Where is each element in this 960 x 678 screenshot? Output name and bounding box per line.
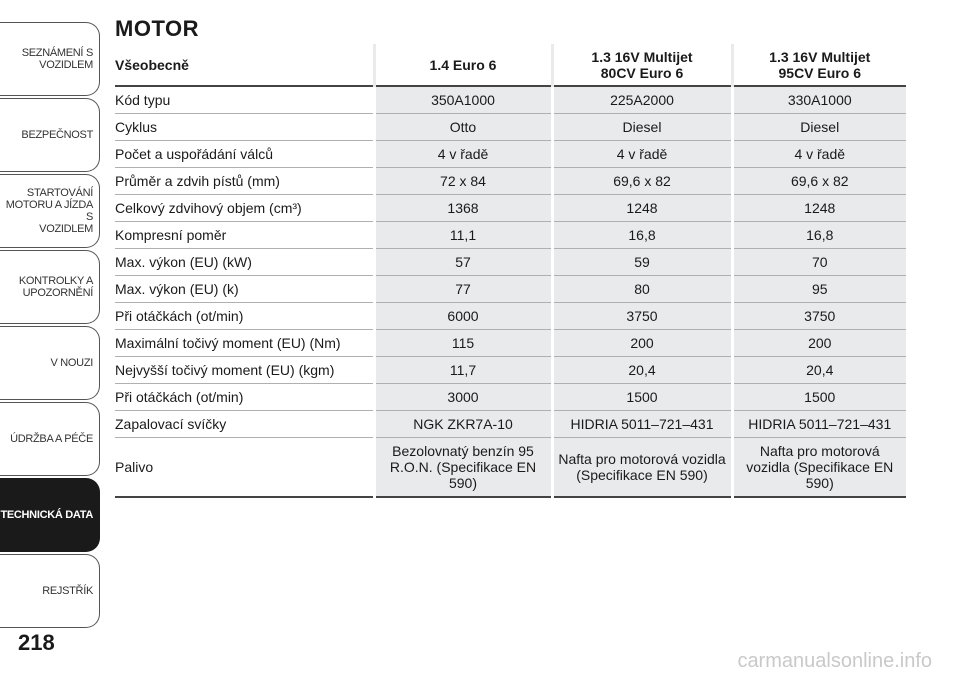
row-value: 16,8	[552, 222, 732, 249]
row-label: Palivo	[115, 438, 374, 498]
chapter-tab[interactable]: REJSTŘÍK	[0, 554, 100, 628]
row-value: Nafta pro motorová vozidla (Specifikace EN 590)	[552, 438, 732, 498]
engine-spec-table	[115, 44, 906, 498]
row-value: Diesel	[552, 114, 732, 141]
table-row	[115, 276, 906, 303]
table-row	[115, 141, 906, 168]
table-row	[115, 222, 906, 249]
table-row	[115, 357, 906, 384]
row-value: 16,8	[732, 222, 906, 249]
row-value: 57	[374, 249, 552, 276]
row-value: 59	[552, 249, 732, 276]
row-value: 4 v řadě	[374, 141, 552, 168]
row-value: 3000	[374, 384, 552, 411]
row-label: Max. výkon (EU) (kW)	[115, 249, 374, 276]
row-value: HIDRIA 5011–721–431	[732, 411, 906, 438]
row-label: Cyklus	[115, 114, 374, 141]
row-label: Celkový zdvihový objem (cm³)	[115, 195, 374, 222]
row-label: Při otáčkách (ot/min)	[115, 303, 374, 330]
column-header-engine-2: 1.3 16V Multijet 80CV Euro 6	[552, 44, 732, 86]
section-title: MOTOR	[115, 16, 199, 41]
chapter-tab[interactable]: V NOUZI	[0, 326, 100, 400]
table-row	[115, 384, 906, 411]
row-value: Bezolovnatý benzín 95 R.O.N. (Specifikace EN 590)	[374, 438, 552, 498]
row-value: 20,4	[552, 357, 732, 384]
row-label: Zapalovací svíčky	[115, 411, 374, 438]
table-row	[115, 303, 906, 330]
row-value: 225A2000	[552, 86, 732, 114]
row-label: Nejvyšší točivý moment (EU) (kgm)	[115, 357, 374, 384]
row-value: 4 v řadě	[732, 141, 906, 168]
table-header-row	[115, 44, 906, 86]
row-value: 72 x 84	[374, 168, 552, 195]
row-value: Diesel	[732, 114, 906, 141]
row-value: 1248	[732, 195, 906, 222]
row-label: Maximální točivý moment (EU) (Nm)	[115, 330, 374, 357]
chapter-tab[interactable]: STARTOVÁNÍ MOTORU A JÍZDA S VOZIDLEM	[0, 174, 100, 248]
chapter-tab[interactable]: BEZPEČNOST	[0, 98, 100, 172]
chapter-tabs	[0, 22, 100, 630]
table-row	[115, 168, 906, 195]
row-value: 20,4	[732, 357, 906, 384]
table-row	[115, 411, 906, 438]
row-value: 115	[374, 330, 552, 357]
row-label: Při otáčkách (ot/min)	[115, 384, 374, 411]
row-value: 200	[552, 330, 732, 357]
table-row	[115, 438, 906, 498]
row-value: 3750	[552, 303, 732, 330]
row-label: Kompresní poměr	[115, 222, 374, 249]
row-value: 95	[732, 276, 906, 303]
row-label: Max. výkon (EU) (k)	[115, 276, 374, 303]
row-value: 69,6 x 82	[732, 168, 906, 195]
table-row	[115, 249, 906, 276]
row-value: NGK ZKR7A-10	[374, 411, 552, 438]
row-value: Nafta pro motorová vozidla (Specifikace EN 590)	[732, 438, 906, 498]
chapter-tab[interactable]: TECHNICKÁ DATA	[0, 478, 100, 552]
table-row	[115, 86, 906, 114]
row-value: 200	[732, 330, 906, 357]
row-value: 4 v řadě	[552, 141, 732, 168]
column-header-engine-3: 1.3 16V Multijet 95CV Euro 6	[732, 44, 906, 86]
table-row	[115, 330, 906, 357]
chapter-tab[interactable]: KONTROLKY A UPOZORNĚNÍ	[0, 250, 100, 324]
row-value: 11,1	[374, 222, 552, 249]
row-value: 11,7	[374, 357, 552, 384]
row-label: Počet a uspořádání válců	[115, 141, 374, 168]
row-value: 350A1000	[374, 86, 552, 114]
row-value: 77	[374, 276, 552, 303]
row-value: 330A1000	[732, 86, 906, 114]
chapter-tab[interactable]: SEZNÁMENÍ S VOZIDLEM	[0, 22, 100, 96]
row-value: 1500	[552, 384, 732, 411]
row-value: HIDRIA 5011–721–431	[552, 411, 732, 438]
row-value: 80	[552, 276, 732, 303]
page-number: 218	[18, 630, 55, 655]
row-value: 69,6 x 82	[552, 168, 732, 195]
row-value: 1248	[552, 195, 732, 222]
table-row	[115, 114, 906, 141]
row-value: 1368	[374, 195, 552, 222]
chapter-tab[interactable]: ÚDRŽBA A PÉČE	[0, 402, 100, 476]
watermark: carmanualsonline.info	[737, 650, 932, 672]
row-value: 3750	[732, 303, 906, 330]
row-value: Otto	[374, 114, 552, 141]
column-header-general: Všeobecně	[115, 44, 374, 86]
column-header-engine-1: 1.4 Euro 6	[374, 44, 552, 86]
row-label: Kód typu	[115, 86, 374, 114]
row-value: 70	[732, 249, 906, 276]
table-row	[115, 195, 906, 222]
row-label: Průměr a zdvih pístů (mm)	[115, 168, 374, 195]
row-value: 1500	[732, 384, 906, 411]
row-value: 6000	[374, 303, 552, 330]
